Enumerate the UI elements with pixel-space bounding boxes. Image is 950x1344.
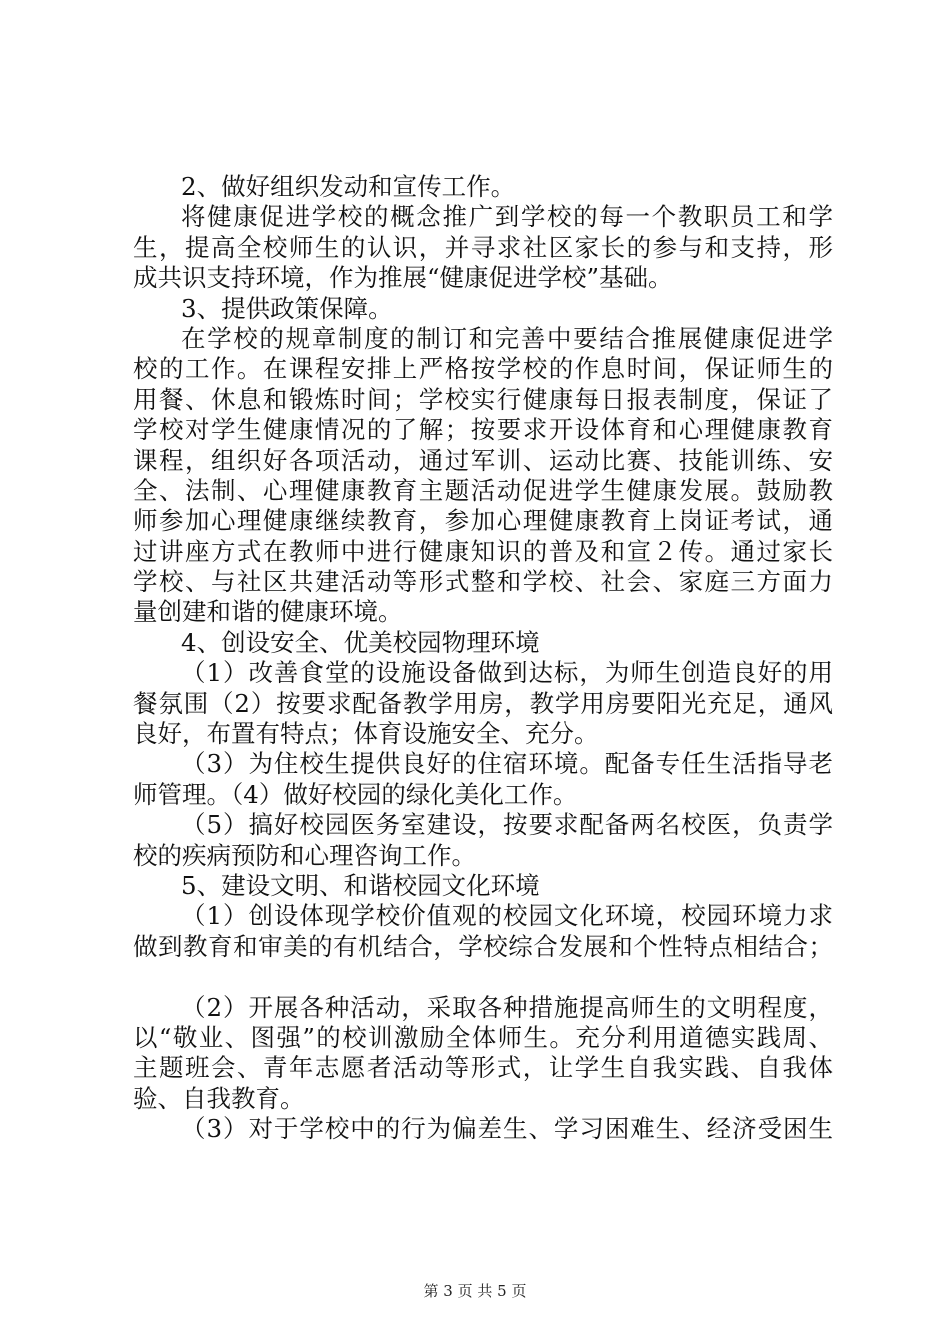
text-line: 全、法制、心理健康教育主题活动促进学生健康发展。鼓励教 — [133, 475, 833, 505]
blank-line — [133, 962, 833, 992]
text-line: 将健康促进学校的概念推广到学校的每一个教职员工和学 — [181, 202, 833, 232]
text-line: 量创建和谐的健康环境。 — [133, 597, 403, 627]
document-body — [133, 172, 833, 1145]
text-line: 过讲座方式在教师中进行健康知识的普及和宣２传。通过家长 — [133, 536, 833, 566]
text-line: （3）为住校生提供良好的住宿环境。配备专任生活指导老 — [181, 749, 833, 779]
text-line: （2）开展各种活动，采取各种措施提高师生的文明程度， — [181, 992, 833, 1022]
text-line: （1）创设体现学校价值观的校园文化环境，校园环境力求 — [181, 901, 833, 931]
text-line: 4、创设安全、优美校园物理环境 — [181, 627, 540, 657]
text-line: （5）搞好校园医务室建设，按要求配备两名校医，负责学 — [181, 810, 833, 840]
text-line: 课程，组织好各项活动，通过军训、运动比赛、技能训练、安 — [133, 445, 833, 475]
text-line: 餐氛围（2）按要求配备教学用房，教学用房要阳光充足，通风 — [133, 688, 833, 718]
paragraph-lines — [133, 172, 833, 1145]
text-line: 主题班会、青年志愿者活动等形式，让学生自我实践、自我体 — [133, 1053, 833, 1083]
text-line: 学校、与社区共建活动等形式整和学校、社会、家庭三方面力 — [133, 567, 833, 597]
text-line: 成共识支持环境，作为推展“健康促进学校”基础。 — [133, 263, 673, 293]
text-line: 在学校的规章制度的制订和完善中要结合推展健康促进学 — [181, 323, 833, 353]
text-line: 用餐、休息和锻炼时间；学校实行健康每日报表制度，保证了 — [133, 384, 833, 414]
text-line: 以“敬业、图强”的校训激励全体师生。充分利用道德实践周、 — [133, 1022, 833, 1052]
text-line: 良好，布置有特点；体育设施安全、充分。 — [133, 719, 599, 749]
page-footer: 第 3 页 共 5 页 — [423, 1282, 527, 1300]
text-line: （1）改善食堂的设施设备做到达标，为师生创造良好的用 — [181, 658, 833, 688]
text-line: 生，提高全校师生的认识，并寻求社区家长的参与和支持，形 — [133, 232, 833, 262]
text-line: （3）对于学校中的行为偏差生、学习困难生、经济受困生 — [181, 1114, 833, 1144]
text-line: 验、自我教育。 — [133, 1083, 305, 1113]
text-line: 校的疾病预防和心理咨询工作。 — [133, 840, 476, 870]
text-line: 2、做好组织发动和宣传工作。 — [181, 172, 516, 201]
text-line: 做到教育和审美的有机结合，学校综合发展和个性特点相结合； — [133, 931, 833, 961]
text-line: 学校对学生健康情况的了解；按要求开设体育和心理健康教育 — [133, 415, 833, 445]
text-line: 师参加心理健康继续教育，参加心理健康教育上岗证考试，通 — [133, 506, 833, 536]
text-line: 3、提供政策保障。 — [181, 293, 393, 323]
text-line: 校的工作。在课程安排上严格按学校的作息时间，保证师生的 — [133, 354, 833, 384]
text-line: 师管理。（4）做好校园的绿化美化工作。 — [133, 779, 578, 809]
text-line: 5、建设文明、和谐校园文化环境 — [181, 870, 540, 900]
